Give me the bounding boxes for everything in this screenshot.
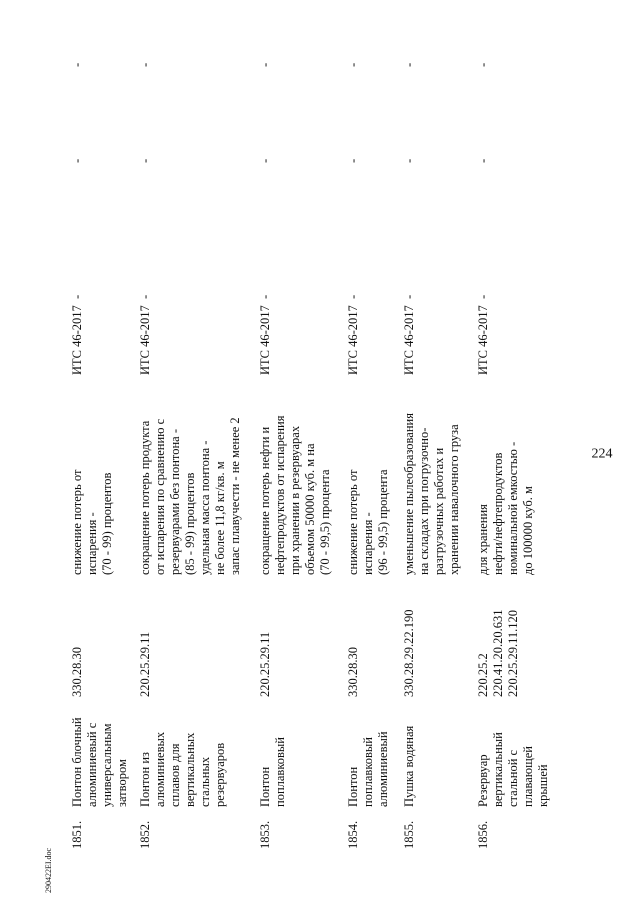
row-standard: ИТС 46-2017: [346, 305, 360, 375]
row-code: 330.28.29.22.190: [402, 609, 416, 697]
row-dash-2: -: [70, 158, 84, 163]
row-standard: ИТС 46-2017: [138, 305, 152, 375]
row-dash-3: -: [70, 62, 84, 67]
page-number: 224: [591, 446, 613, 462]
row-number: 1852.: [138, 820, 152, 849]
row-standard: ИТС 46-2017: [402, 305, 416, 375]
row-number: 1856.: [476, 820, 490, 849]
row-description: сокращение потерь нефти и нефтепродуктов от испарения при хранении в резервуарах объемом 50000 куб. м на (70 - 99,5) процента: [258, 415, 332, 575]
row-code: 330.28.30: [70, 647, 84, 697]
row-number: 1853.: [258, 820, 272, 849]
row-number: 1855.: [402, 820, 416, 849]
row-name: Резервуар вертикальный стальной с плавающей крышей: [476, 732, 550, 807]
row-description: снижение потерь от испарения - (70 - 99) процентов: [70, 469, 114, 575]
row-name: Понтон из алюминиевых сплавов для вертикальных стальных резервуаров: [138, 731, 227, 807]
row-code: 220.25.29.11: [138, 631, 152, 697]
row-description: снижение потерь от испарения - (96 - 99,5) процента: [346, 469, 390, 575]
row-code: 220.25.29.11: [258, 631, 272, 697]
row-dash-3: -: [346, 62, 360, 67]
row-standard: ИТС 46-2017: [476, 305, 490, 375]
document-id: 290422EI.doc: [44, 847, 53, 893]
row-number: 1851.: [70, 820, 84, 849]
row-dash-2: -: [258, 158, 272, 163]
row-dash-1: -: [346, 294, 360, 299]
row-dash-3: -: [138, 62, 152, 67]
row-dash-3: -: [476, 62, 490, 67]
row-dash-3: -: [258, 62, 272, 67]
row-code: 220.25.2 220.41.20.20.631 220.25.29.11.120: [476, 609, 520, 697]
row-dash-1: -: [258, 294, 272, 299]
row-dash-1: -: [70, 294, 84, 299]
row-name: Понтон блочный алюминиевый с универсальным затвором: [70, 717, 129, 807]
row-standard: ИТС 46-2017: [70, 305, 84, 375]
row-name: Понтон поплавковый: [258, 737, 287, 807]
row-dash-1: -: [476, 294, 490, 299]
row-dash-2: -: [346, 158, 360, 163]
row-number: 1854.: [346, 820, 360, 849]
row-description: уменьшение пылеобразования на складах при погрузочно- разгрузочных работах и хранении навалочного груза: [402, 413, 461, 575]
row-dash-2: -: [402, 158, 416, 163]
row-name: Понтон поплавковый алюминиевый: [346, 731, 390, 807]
row-dash-2: -: [476, 158, 490, 163]
row-name: Пушка водяная: [402, 725, 416, 807]
row-dash-3: -: [402, 62, 416, 67]
row-dash-1: -: [402, 294, 416, 299]
row-description: сокращение потерь продукта от испарения по сравнению с резервуарами без понтона - (85 - 99) процентов удельная масса понтона - не более 11,8 кг/кв. м запас плавучести - не менее 2: [138, 417, 242, 575]
row-dash-1: -: [138, 294, 152, 299]
row-description: для хранения нефти/нефтепродуктов номинальной емкостью - до 100000 куб. м: [476, 441, 535, 575]
row-code: 330.28.30: [346, 647, 360, 697]
row-dash-2: -: [138, 158, 152, 163]
row-standard: ИТС 46-2017: [258, 305, 272, 375]
